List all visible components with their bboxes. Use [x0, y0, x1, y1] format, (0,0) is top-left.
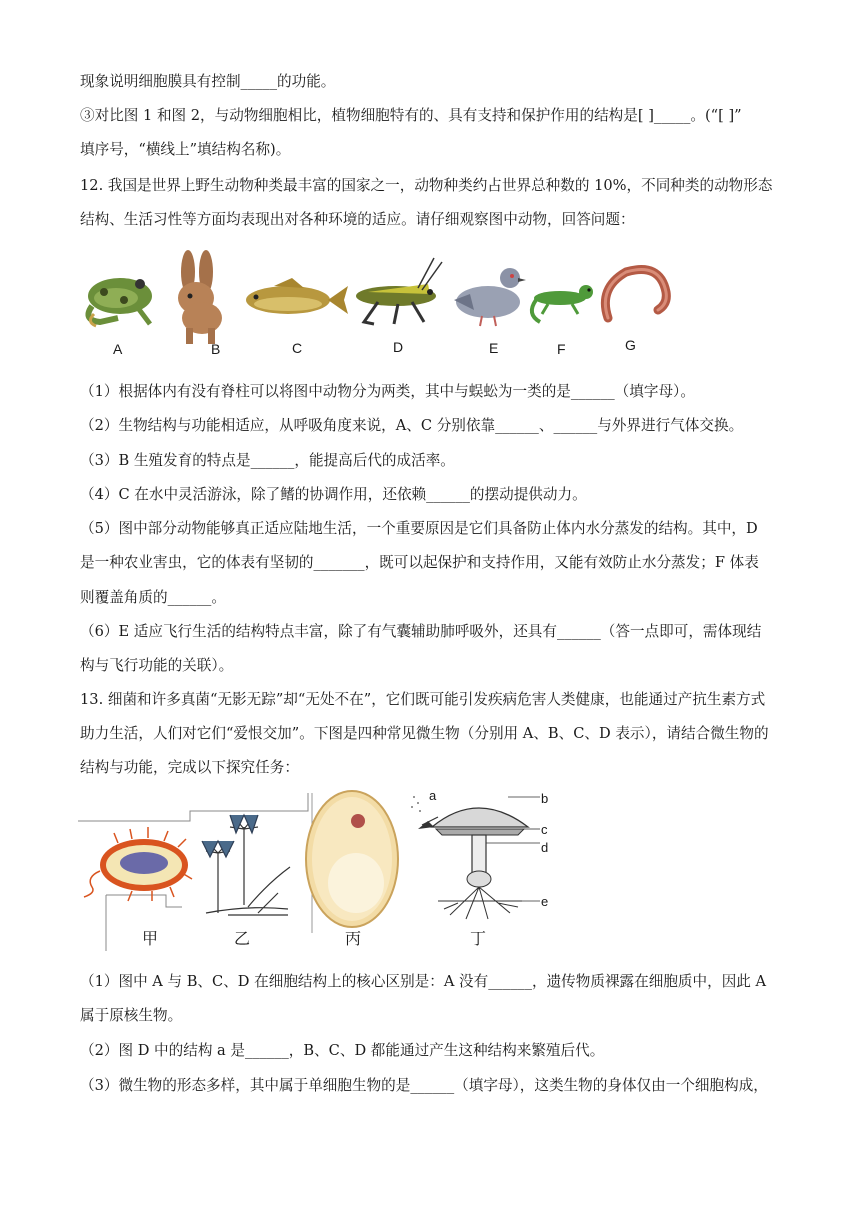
- microbe-label-ding: 丁: [470, 929, 487, 948]
- animal-label-c: C: [292, 340, 303, 356]
- text-line: 填序号，“横线上”填结构名称)。: [80, 141, 291, 158]
- question-12-1: （1）根据体内有没有脊柱可以将图中动物分为两类，其中与蜈蚣为一类的是______（填字母）。: [80, 383, 695, 400]
- mushroom-image: [411, 796, 540, 919]
- animal-label-g: G: [625, 337, 636, 353]
- animals-illustration: [78, 248, 678, 358]
- penicillium-image: [202, 815, 290, 915]
- animal-label-b: B: [211, 341, 221, 357]
- animal-label-a: A: [113, 341, 123, 357]
- question-12-title: 12. 我国是世界上野生动物种类最丰富的国家之一，动物种类约占世界总种数的 10%，不同种类的动物形态: [80, 177, 773, 194]
- yeast-cell-image: [306, 791, 398, 927]
- text-line: 现象说明细胞膜具有控制_____的功能。: [80, 73, 336, 90]
- question-12-5: （5）图中部分动物能够真正适应陆地生活，一个重要原因是它们具备防止体内水分蒸发的结构。其中，D: [80, 520, 758, 537]
- text-line: 结构与功能，完成以下探究任务：: [80, 759, 299, 776]
- mushroom-part-e-label: e: [541, 894, 549, 909]
- question-12-2: （2）生物结构与功能相适应，从呼吸角度来说，A、C 分别依靠______、______与外界进行气体交换。: [80, 417, 744, 434]
- text-line: 属于原核生物。: [80, 1007, 183, 1024]
- animal-label-e: E: [489, 340, 499, 356]
- text-line: 助力生活，人们对它们“爱恨交加”。下图是四种常见微生物（分别用 A、B、C、D 表示），请结合微生物的: [80, 725, 769, 742]
- bacterium-image: [84, 827, 192, 901]
- question-13-title: 13. 细菌和许多真菌“无影无踪”却“无处不在”，它们既可能引发疾病危害人类健康，也能通过产抗生素方式: [80, 691, 766, 708]
- question-13-3: （3）微生物的形态多样，其中属于单细胞生物的是______（填字母），这类生物的身体仅由一个细胞构成，: [80, 1077, 768, 1094]
- carp-fish-image: [246, 278, 348, 314]
- earthworm-image: [605, 270, 666, 319]
- animals-figure: [78, 248, 678, 358]
- frog-image: [88, 278, 152, 326]
- question-13-1: （1）图中 A 与 B、C、D 在细胞结构上的核心区别是：A 没有______，遗传物质裸露在细胞质中，因此 A: [80, 973, 767, 990]
- mushroom-part-a-label: a: [429, 788, 437, 803]
- mushroom-part-c-label: c: [541, 822, 548, 837]
- animal-label-f: F: [557, 341, 566, 357]
- text-line: 则覆盖角质的______。: [80, 589, 226, 606]
- microbe-label-bing: 丙: [345, 929, 362, 948]
- question-12-3: （3）B 生殖发育的特点是______，能提高后代的成活率。: [80, 452, 455, 469]
- text-line: 结构、生活习性等方面均表现出对各种环境的适应。请仔细观察图中动物，回答问题：: [80, 211, 635, 228]
- text-line: 构与飞行功能的关联）。: [80, 657, 234, 674]
- question-12-6: （6）E 适应飞行生活的结构特点丰富，除了有气囊辅助肺呼吸外，还具有______（答一点即可，需体现结: [80, 623, 762, 640]
- text-line: 是一种农业害虫，它的体表有坚韧的_______，既可以起保护和支持作用，又能有效防止水分蒸发；F 体表: [80, 554, 759, 571]
- lizard-image: [532, 285, 593, 322]
- grasshopper-image: [356, 258, 442, 324]
- mushroom-part-d-label: d: [541, 840, 549, 855]
- question-13-2: （2）图 D 中的结构 a 是______，B、C、D 都能通过产生这种结构来繁殖后代。: [80, 1042, 605, 1059]
- microbe-label-yi: 乙: [234, 929, 251, 948]
- text-line: ③对比图 1 和图 2，与动物细胞相比，植物细胞特有的、具有支持和保护作用的结构是[ ]_____。(“[ ]”: [80, 107, 742, 124]
- mushroom-part-b-label: b: [541, 791, 549, 806]
- microbe-label-jia: 甲: [142, 929, 159, 948]
- rabbit-image: [178, 250, 222, 344]
- animal-label-d: D: [393, 339, 404, 355]
- pigeon-image: [454, 268, 526, 326]
- question-12-4: （4）C 在水中灵活游泳，除了鳍的协调作用，还依赖______的摆动提供动力。: [80, 486, 587, 503]
